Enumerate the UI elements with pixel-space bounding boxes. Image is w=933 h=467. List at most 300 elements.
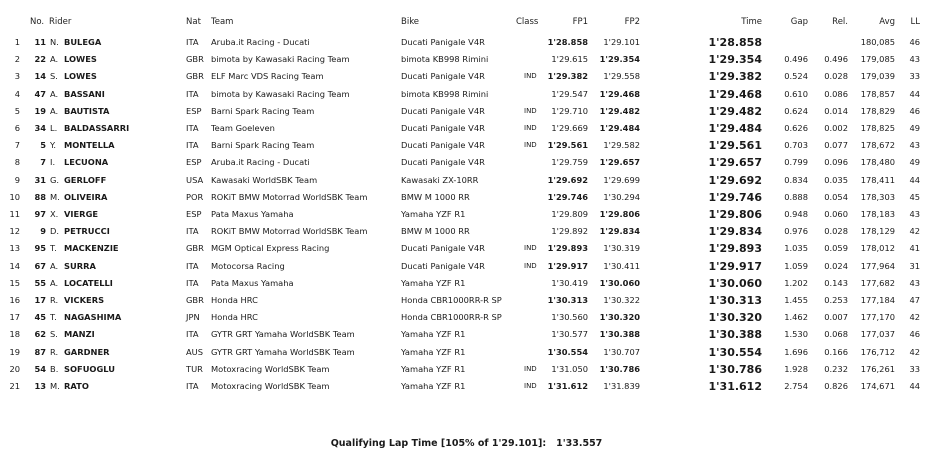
cell-avg: 177,682 (860, 277, 895, 288)
cell-pos: 15 (9, 277, 20, 288)
cell-fi: M. (50, 191, 60, 202)
cell-fi: A. (50, 277, 59, 288)
header-avg: Avg (879, 17, 895, 27)
cell-time: 1'29.561 (708, 139, 762, 153)
cell-bike: Yamaha YZF R1 (401, 209, 466, 219)
cell-fp2: 1'29.558 (603, 71, 640, 82)
table-row (0, 34, 933, 51)
header-time: Time (741, 17, 762, 27)
cell-avg: 178,857 (860, 88, 895, 99)
cell-pos: 18 (9, 329, 20, 340)
cell-cls: IND (524, 124, 537, 132)
cell-fp1: 1'29.809 (551, 209, 588, 219)
cell-time: 1'29.382 (708, 70, 762, 84)
cell-team: Honda HRC (211, 295, 258, 305)
cell-time: 1'31.612 (708, 380, 762, 393)
cell-rel: 0.496 (824, 54, 848, 65)
cell-fi: I. (50, 157, 56, 168)
header-fp2: FP2 (624, 17, 640, 27)
table-row (0, 326, 933, 343)
cell-avg: 178,480 (860, 157, 895, 168)
cell-no: 19 (34, 105, 46, 116)
header-class: Class (516, 17, 539, 27)
cell-pos: 7 (14, 140, 20, 151)
cell-team: Barni Spark Racing Team (211, 140, 315, 151)
cell-fp1: 1'29.669 (551, 123, 588, 133)
table-row (0, 223, 933, 240)
cell-ln: VICKERS (64, 295, 105, 305)
cell-avg: 174,671 (860, 381, 895, 391)
cell-time: 1'29.834 (708, 225, 762, 239)
cell-ln: MANZI (64, 329, 95, 340)
cell-pos: 21 (9, 381, 20, 391)
cell-gap: 0.834 (784, 174, 808, 185)
table-row (0, 120, 933, 137)
cell-nat: GBR (186, 54, 204, 65)
cell-ln: BALDASSARRI (64, 123, 130, 133)
cell-ln: RATO (64, 381, 89, 391)
cell-fi: A. (50, 88, 59, 99)
cell-ll: 31 (909, 260, 920, 271)
cell-team: Barni Spark Racing Team (211, 105, 315, 116)
cell-fi: R. (50, 295, 59, 305)
cell-no: 95 (34, 243, 46, 254)
cell-nat: AUS (186, 346, 204, 357)
cell-cls: IND (524, 244, 537, 253)
cell-team: Motoxracing WorldSBK Team (211, 363, 330, 374)
cell-time: 1'30.388 (708, 328, 762, 342)
table-row (0, 51, 933, 68)
cell-pos: 11 (9, 209, 20, 219)
cell-avg: 178,672 (860, 140, 895, 151)
table-row (0, 361, 933, 378)
cell-gap: 0.624 (784, 105, 808, 116)
cell-gap: 0.948 (784, 209, 808, 219)
cell-rel: 0.028 (824, 71, 848, 82)
cell-avg: 178,183 (860, 209, 895, 219)
cell-no: 67 (34, 260, 46, 271)
cell-avg: 177,170 (860, 312, 895, 323)
cell-cls: IND (524, 382, 537, 390)
cell-pos: 8 (14, 157, 20, 168)
cell-nat: ITA (186, 260, 199, 271)
cell-rel: 0.143 (824, 277, 848, 288)
cell-no: 62 (34, 329, 46, 340)
cell-fi: D. (50, 226, 60, 237)
cell-fi: A. (50, 54, 59, 65)
cell-ll: 43 (909, 277, 920, 288)
cell-no: 88 (34, 191, 46, 202)
cell-fp2: 1'30.294 (603, 191, 640, 202)
table-row (0, 378, 933, 395)
cell-no: 11 (34, 37, 46, 47)
header-rider: Rider (49, 17, 72, 27)
cell-fp1: 1'29.746 (547, 191, 588, 202)
cell-fp1: 1'30.560 (551, 312, 588, 323)
cell-ln: SOFUOGLU (64, 363, 116, 374)
cell-time: 1'29.893 (708, 242, 762, 256)
cell-nat: ITA (186, 123, 199, 133)
cell-fi: G. (50, 174, 60, 185)
cell-time: 1'28.858 (708, 36, 762, 49)
cell-rel: 0.096 (824, 157, 848, 168)
table-row (0, 240, 933, 257)
cell-ln: SURRA (64, 260, 96, 271)
cell-ll: 47 (909, 295, 920, 305)
cell-nat: TUR (186, 363, 203, 374)
cell-fp2: 1'31.839 (603, 381, 640, 391)
cell-rel (815, 34, 848, 51)
cell-rel: 0.059 (824, 243, 848, 254)
cell-pos: 6 (14, 123, 20, 133)
cell-nat: ITA (186, 381, 199, 391)
cell-rel: 0.077 (824, 140, 848, 151)
table-row (0, 309, 933, 326)
cell-ln: NAGASHIMA (64, 312, 122, 323)
cell-no: 34 (34, 123, 46, 133)
cell-fp2: 1'29.484 (599, 123, 640, 133)
cell-bike: Ducati Panigale V4R (401, 140, 485, 151)
cell-fp2: 1'29.101 (603, 37, 640, 47)
qualifying-label: Qualifying Lap Time [105% of 1'29.101]: (330, 438, 547, 449)
cell-rel: 0.014 (824, 105, 848, 116)
cell-ll: 42 (909, 226, 920, 237)
cell-bike: Kawasaki ZX-10RR (401, 174, 479, 185)
cell-cls: IND (524, 141, 537, 150)
cell-fp2: 1'29.699 (603, 174, 640, 185)
cell-fp1: 1'29.692 (547, 174, 588, 185)
cell-pos: 16 (9, 295, 20, 305)
cell-bike: Ducati Panigale V4R (401, 260, 485, 271)
cell-team: Pata Maxus Yamaha (211, 209, 294, 219)
cell-fp1: 1'29.759 (551, 157, 588, 168)
cell-nat: ITA (186, 88, 199, 99)
cell-bike: Ducati Panigale V4R (401, 243, 485, 254)
cell-gap (775, 34, 808, 51)
cell-fp1: 1'29.710 (551, 105, 588, 116)
cell-ll: 33 (909, 71, 920, 82)
cell-fi: X. (50, 209, 59, 219)
cell-fp2: 1'30.322 (603, 295, 640, 305)
cell-avg: 178,129 (860, 226, 895, 237)
cell-ln: GERLOFF (64, 174, 107, 185)
cell-time: 1'30.320 (708, 311, 762, 325)
table-row (0, 275, 933, 292)
cell-fp2: 1'30.060 (599, 277, 640, 288)
table-row (0, 292, 933, 309)
cell-time: 1'29.354 (708, 53, 762, 67)
cell-ll: 44 (909, 381, 920, 391)
cell-fi: B. (50, 363, 59, 374)
cell-pos: 20 (9, 363, 20, 374)
cell-nat: ITA (186, 140, 199, 151)
cell-gap: 1.035 (784, 243, 808, 254)
cell-fp1: 1'29.561 (547, 140, 588, 151)
cell-fp2: 1'30.319 (603, 243, 640, 254)
cell-gap: 0.888 (784, 191, 808, 202)
cell-team: Motoxracing WorldSBK Team (211, 381, 330, 391)
cell-team: Honda HRC (211, 312, 258, 323)
table-row (0, 137, 933, 154)
cell-gap: 2.754 (784, 381, 808, 391)
cell-rel: 0.035 (824, 174, 848, 185)
cell-fp2: 1'29.806 (599, 209, 640, 219)
cell-no: 9 (40, 226, 46, 237)
cell-bike: Honda CBR1000RR-R SP (401, 295, 502, 305)
cell-rel: 0.054 (824, 191, 848, 202)
cell-ln: BULEGA (64, 37, 102, 47)
cell-time: 1'29.692 (708, 173, 762, 187)
cell-rel: 0.826 (824, 381, 848, 391)
cell-ll: 42 (909, 346, 920, 357)
cell-fp1: 1'29.382 (547, 71, 588, 82)
table-row (0, 154, 933, 171)
cell-ll: 42 (909, 312, 920, 323)
cell-ln: OLIVEIRA (64, 191, 108, 202)
cell-bike: Yamaha YZF R1 (401, 381, 466, 391)
cell-ln: PETRUCCI (64, 226, 110, 237)
cell-no: 31 (34, 174, 46, 185)
cell-time: 1'29.917 (708, 259, 762, 273)
cell-no: 97 (34, 209, 46, 219)
header-no: No. (30, 17, 45, 27)
cell-time: 1'29.806 (708, 208, 762, 221)
cell-ll: 43 (909, 209, 920, 219)
cell-no: 14 (34, 71, 46, 82)
cell-pos: 1 (14, 37, 20, 47)
cell-nat: JPN (186, 312, 200, 323)
cell-rel: 0.002 (824, 123, 848, 133)
cell-team: Aruba.it Racing - Ducati (211, 37, 310, 47)
cell-cls: IND (524, 261, 537, 270)
table-row (0, 103, 933, 120)
cell-rel: 0.253 (824, 295, 848, 305)
cell-nat: GBR (186, 243, 204, 254)
cell-team: ROKiT BMW Motorrad WorldSBK Team (211, 226, 368, 237)
cell-nat: POR (186, 191, 204, 202)
cell-pos: 3 (14, 71, 20, 82)
cell-cls: IND (524, 106, 537, 115)
cell-fp1: 1'31.050 (551, 363, 588, 374)
cell-bike: Yamaha YZF R1 (401, 346, 466, 357)
cell-team: GYTR GRT Yamaha WorldSBK Team (211, 329, 355, 340)
cell-avg: 178,411 (860, 174, 895, 185)
cell-fp2: 1'29.657 (599, 157, 640, 168)
cell-team: ROKiT BMW Motorrad WorldSBK Team (211, 191, 368, 202)
cell-rel: 0.060 (824, 209, 848, 219)
cell-avg: 178,829 (860, 105, 895, 116)
cell-ln: LOWES (64, 71, 97, 82)
cell-fp1: 1'29.917 (547, 260, 588, 271)
cell-no: 13 (34, 381, 46, 391)
cell-ln: MONTELLA (64, 140, 115, 151)
cell-ll: 49 (909, 123, 920, 133)
cell-time: 1'30.313 (708, 294, 762, 307)
cell-ln: VIERGE (64, 209, 99, 219)
cell-rel: 0.232 (824, 363, 848, 374)
qualifying-value: 1'33.557 (556, 438, 603, 449)
cell-fp2: 1'29.468 (599, 88, 640, 99)
table-row (0, 86, 933, 103)
cell-fp1: 1'30.577 (551, 329, 588, 340)
cell-fp1: 1'29.893 (547, 243, 588, 254)
cell-rel: 0.166 (824, 346, 848, 357)
cell-no: 47 (34, 88, 46, 99)
table-row (0, 172, 933, 189)
cell-fp1: 1'29.615 (551, 54, 588, 65)
cell-team: MGM Optical Express Racing (211, 243, 330, 254)
cell-avg: 177,964 (860, 260, 895, 271)
cell-ln: LECUONA (64, 157, 109, 168)
cell-bike: Ducati Panigale V4R (401, 71, 485, 82)
cell-gap: 1.928 (784, 363, 808, 374)
cell-bike: Yamaha YZF R1 (401, 363, 466, 374)
cell-ll: 33 (909, 363, 920, 374)
cell-nat: ITA (186, 37, 199, 47)
cell-fi: S. (50, 329, 58, 340)
cell-nat: ESP (186, 105, 202, 116)
cell-pos: 19 (9, 346, 20, 357)
cell-fi: T. (50, 312, 57, 323)
cell-avg: 177,184 (860, 295, 895, 305)
cell-nat: GBR (186, 295, 204, 305)
cell-bike: Honda CBR1000RR-R SP (401, 312, 502, 323)
cell-ln: LOCATELLI (64, 277, 113, 288)
cell-rel: 0.024 (824, 260, 848, 271)
cell-gap: 1.530 (784, 329, 808, 340)
cell-gap: 0.703 (784, 140, 808, 151)
cell-fp1: 1'28.858 (547, 37, 588, 47)
cell-fp2: 1'29.482 (599, 105, 640, 116)
cell-gap: 0.626 (784, 123, 808, 133)
cell-ll: 43 (909, 54, 920, 65)
cell-bike: Ducati Panigale V4R (401, 157, 485, 168)
cell-pos: 4 (14, 88, 20, 99)
cell-fi: A. (50, 260, 59, 271)
cell-fp2: 1'29.582 (603, 140, 640, 151)
cell-gap: 1.462 (784, 312, 808, 323)
cell-no: 5 (40, 140, 46, 151)
cell-fp2: 1'30.786 (599, 363, 640, 374)
cell-gap: 0.976 (784, 226, 808, 237)
cell-fp2: 1'30.320 (599, 312, 640, 323)
cell-no: 7 (40, 157, 46, 168)
cell-fi: A. (50, 105, 59, 116)
cell-fp2: 1'29.834 (599, 226, 640, 237)
cell-nat: GBR (186, 71, 204, 82)
table-row (0, 344, 933, 361)
cell-nat: ESP (186, 157, 202, 168)
cell-fp2: 1'30.411 (603, 260, 640, 271)
cell-no: 17 (34, 295, 46, 305)
cell-avg: 180,085 (860, 37, 895, 47)
cell-pos: 2 (14, 54, 20, 65)
cell-bike: BMW M 1000 RR (401, 226, 470, 237)
cell-time: 1'29.484 (708, 122, 762, 135)
cell-ll: 46 (909, 37, 920, 47)
cell-no: 87 (34, 346, 46, 357)
table-row (0, 206, 933, 223)
cell-ll: 43 (909, 140, 920, 151)
cell-bike: Yamaha YZF R1 (401, 277, 466, 288)
cell-pos: 12 (9, 226, 20, 237)
qualifying-footer (0, 438, 933, 449)
cell-team: Motocorsa Racing (211, 260, 285, 271)
header-rel: Rel. (832, 17, 848, 27)
cell-pos: 10 (9, 191, 20, 202)
cell-team: Team Goeleven (211, 123, 275, 133)
cell-fi: T. (50, 243, 57, 254)
cell-bike: BMW M 1000 RR (401, 191, 470, 202)
cell-fp2: 1'29.354 (599, 54, 640, 65)
cell-ln: BASSANI (64, 88, 105, 99)
cell-pos: 17 (9, 312, 20, 323)
cell-fi: M. (50, 381, 60, 391)
cell-time: 1'29.482 (708, 104, 762, 118)
header-ll: LL (910, 17, 920, 27)
cell-ll: 46 (909, 105, 920, 116)
cell-fp2: 1'30.707 (603, 346, 640, 357)
cell-gap: 1.059 (784, 260, 808, 271)
cell-time: 1'30.060 (708, 276, 762, 290)
cell-no: 54 (34, 363, 46, 374)
cell-rel: 0.086 (824, 88, 848, 99)
cell-team: bimota by Kawasaki Racing Team (211, 88, 350, 99)
cell-gap: 0.524 (784, 71, 808, 82)
cell-fp1: 1'30.554 (547, 346, 588, 357)
cell-fi: S. (50, 71, 58, 82)
table-row (0, 68, 933, 85)
cell-ln: MACKENZIE (64, 243, 119, 254)
cell-fp2: 1'30.388 (599, 329, 640, 340)
cell-avg: 176,712 (860, 346, 895, 357)
cell-nat: USA (186, 174, 204, 185)
header-bike: Bike (401, 17, 420, 27)
cell-fi: Y. (50, 140, 57, 151)
cell-pos: 5 (14, 105, 20, 116)
cell-no: 55 (34, 277, 46, 288)
cell-bike: Ducati Panigale V4R (401, 123, 485, 133)
header-nat: Nat (186, 17, 201, 27)
cell-no: 45 (34, 312, 46, 323)
cell-gap: 0.496 (784, 54, 808, 65)
table-row (0, 258, 933, 275)
cell-ll: 41 (909, 243, 920, 254)
cell-fp1: 1'30.419 (551, 277, 588, 288)
cell-fp1: 1'31.612 (547, 381, 588, 391)
cell-time: 1'30.786 (708, 362, 762, 376)
cell-ln: GARDNER (64, 346, 110, 357)
cell-avg: 178,012 (860, 243, 895, 254)
cell-avg: 178,303 (860, 191, 895, 202)
cell-gap: 0.610 (784, 88, 808, 99)
header-gap: Gap (790, 17, 808, 27)
cell-nat: ITA (186, 329, 199, 340)
cell-nat: ITA (186, 277, 199, 288)
cell-avg: 179,085 (860, 54, 895, 65)
cell-team: GYTR GRT Yamaha WorldSBK Team (211, 346, 355, 357)
cell-fi: L. (50, 123, 58, 133)
cell-nat: ESP (186, 209, 202, 219)
cell-cls: IND (524, 364, 537, 373)
cell-rel: 0.007 (824, 312, 848, 323)
cell-rel: 0.068 (824, 329, 848, 340)
cell-rel: 0.028 (824, 226, 848, 237)
cell-team: Pata Maxus Yamaha (211, 277, 294, 288)
header-team: Team (211, 17, 234, 27)
cell-ll: 44 (909, 174, 920, 185)
cell-no: 22 (34, 54, 46, 65)
